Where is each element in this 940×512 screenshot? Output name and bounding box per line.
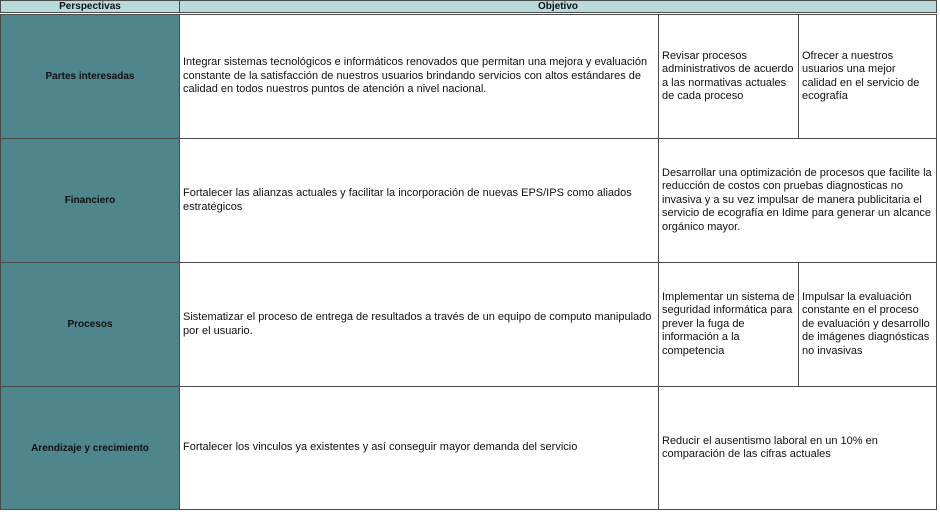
objective-text: Reducir el ausentismo laboral en un 10% en comparación de las cifras actuales xyxy=(662,434,878,460)
perspective-financiero: Financiero xyxy=(0,138,180,263)
header-objective: Objetivo xyxy=(179,0,937,13)
objective-text: Fortalecer los vinculos ya existentes y así conseguir mayor demanda del servicio xyxy=(183,441,578,454)
objective-main-financiero xyxy=(179,138,659,263)
perspective-partes-interesadas: Partes interesadas xyxy=(0,14,180,139)
objective-2-partes-interesadas xyxy=(658,14,799,139)
objective-2-procesos xyxy=(658,262,799,387)
objective-3-procesos xyxy=(798,262,937,387)
objective-2-financiero xyxy=(658,138,937,263)
objective-main-aprendizaje-crecimiento xyxy=(179,386,659,510)
objective-text: Impulsar la evaluación constante en el proceso de evaluación y desarrollo de imágenes diagnósticas no invasivas xyxy=(802,290,930,357)
objective-text: Integrar sistemas tecnológicos e informáticos renovados que permitan una mejora y evaluación constante de la satisfacción de nuestros usuarios brindando servicios con altos estándares de calidad en todos nuestros puntos de atención a nivel nacional. xyxy=(183,56,648,96)
objective-text: Fortalecer las alianzas actuales y facilitar la incorporación de nuevas EPS/IPS como aliados estratégicos xyxy=(183,187,632,213)
objective-text: Sistematizar el proceso de entrega de resultados a través de un equipo de computo manipulado por el usuario. xyxy=(183,311,652,337)
objective-2-aprendizaje-crecimiento xyxy=(658,386,937,510)
objective-main-procesos xyxy=(179,262,659,387)
header-perspectives: Perspectivas xyxy=(0,0,180,13)
objective-main-partes-interesadas xyxy=(179,14,659,139)
objective-text: Revisar procesos administrativos de acuerdo a las normativas actuales de cada proceso xyxy=(662,49,794,102)
objective-3-partes-interesadas xyxy=(798,14,937,139)
objective-text: Ofrecer a nuestros usuarios una mejor calidad en el servicio de ecografía xyxy=(802,49,920,102)
perspective-procesos: Procesos xyxy=(0,262,180,387)
perspective-aprendizaje-crecimiento: Arendizaje y crecimiento xyxy=(0,386,180,510)
objective-text: Desarrollar una optimización de procesos que facilite la reducción de costos con pruebas diagnosticas no invasiva y a su vez impulsar de manera publicitaria el servicio de ecografía en Idime para generar un alcance orgánico mayor. xyxy=(662,166,932,233)
objective-text: Implementar un sistema de seguridad informática para prever la fuga de información a la competencia xyxy=(662,290,795,357)
